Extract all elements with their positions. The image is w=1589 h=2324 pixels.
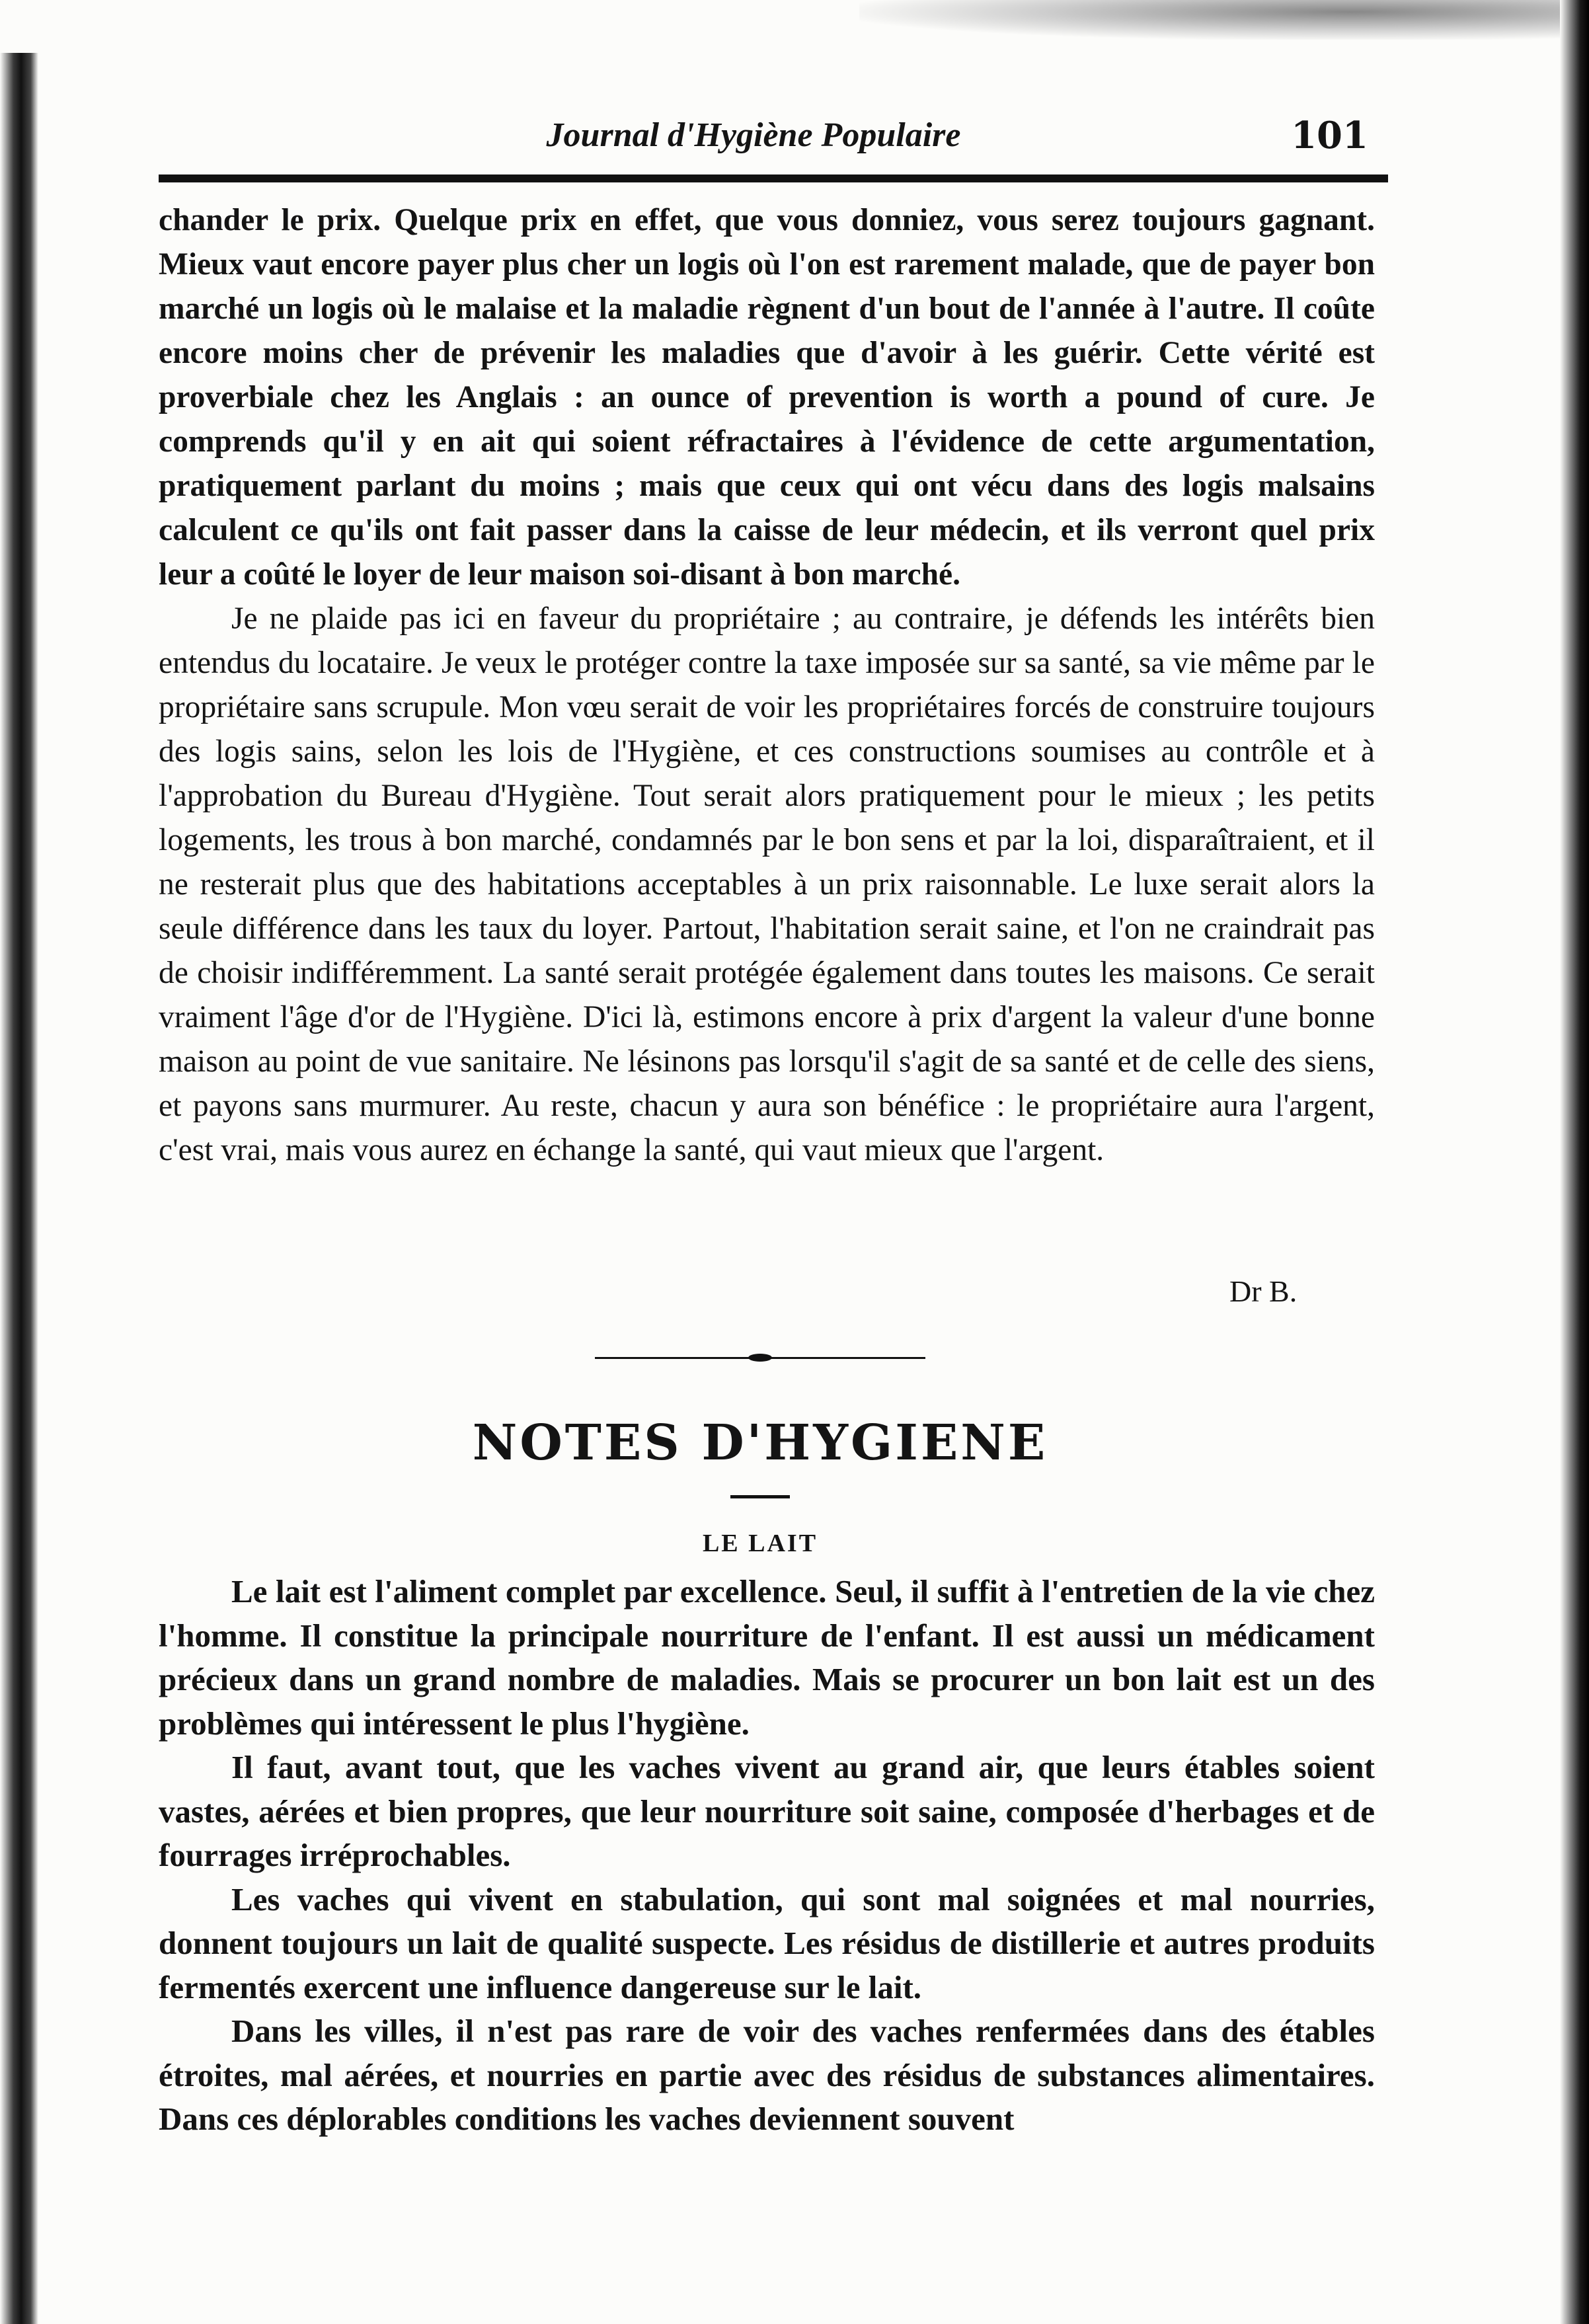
- scan-right-edge: [1560, 0, 1589, 2324]
- section-title: NOTES D'HYGIENE: [472, 1414, 1048, 1471]
- article-paragraph-2: Je ne plaide pas ici en faveur du propriétaire ; au contraire, je défends les intérêts bien entendus du locataire. Je veux le protéger contre la taxe imposée sur sa santé, sa vie même par le propriétaire sans scrupule. Mon vœu serait de voir les propriétaires forcés de construire toujours des logis sains, selon les lois de l'Hygiène, et ces constructions soumises au contrôle et à l'approbation du Bureau d'Hygiène. Tout serait alors pratiquement pour le mieux ; les petits logements, les trous à bon marché, condamnés par le bon sens et par la loi, disparaîtraient, et il ne resterait plus que des habitations acceptables à un prix raisonnable. Le luxe serait alors la seule différence dans les taux du loyer. Partout, l'habitation serait saine, et l'on ne craindrait pas de choisir indifféremment. La santé serait protégée également dans toutes les maisons. Ce serait vraiment l'âge d'or de l'Hygiène. D'ici là, estimons encore à prix d'argent la valeur d'une bonne maison au point de vue sanitaire. Ne lésinons pas lorsqu'il s'agit de sa santé et de celle des siens, et payons sans murmurer. Au reste, chacun y aura son bénéfice : le propriétaire aura l'argent, c'est vrai, mais vous aurez en échange la santé, qui vaut mieux que l'argent.: [159, 601, 1375, 1167]
- section-paragraph-3: Les vaches qui vivent en stabulation, qui sont mal soignées et mal nourries, donnent toujours un lait de qualité suspecte. Les résidus de distillerie et autres produits fermentés exercent une influence dangereuse sur le lait.: [159, 1880, 1375, 2005]
- page-number: 101: [1291, 114, 1368, 157]
- header-rule: [159, 174, 1388, 182]
- subsection-title: LE LAIT: [702, 1530, 818, 1557]
- running-header: [159, 99, 1388, 172]
- divider-dot: [748, 1354, 772, 1362]
- scan-left-edge: [0, 53, 38, 2324]
- journal-title: Journal d'Hygiène Populaire: [546, 116, 961, 154]
- scan-smudge: [859, 0, 1560, 40]
- section-paragraph-4: Dans les villes, il n'est pas rare de voir des vaches renfermées dans des étables étroites, mal aérées, et nourries en partie avec des résidus de substances alimentaires. Dans ces déplorables conditions les vaches deviennent souvent: [159, 2013, 1375, 2137]
- title-rule: [730, 1495, 790, 1498]
- section-paragraph-2: Il faut, avant tout, que les vaches vivent au grand air, que leurs étables soient vastes, aérées et bien propres, que leur nourriture soit saine, composée d'herbages et de fourrages irréprochables.: [159, 1749, 1375, 1873]
- section-paragraph-1: Le lait est l'aliment complet par excellence. Seul, il suffit à l'entretien de la vie chez l'homme. Il constitue la principale nourriture de l'enfant. Il est aussi un médicament précieux dans un grand nombre de maladies. Mais se procurer un bon lait est un des problèmes qui intéressent le plus l'hygiène.: [159, 1573, 1375, 1742]
- article-signature: Dr B.: [1229, 1274, 1298, 1308]
- article-body: [159, 198, 1375, 1173]
- section-body: [159, 1570, 1375, 2142]
- section-divider-ornament: [595, 1354, 925, 1362]
- article-paragraph-1: chander le prix. Quelque prix en effet, que vous donniez, vous serez toujours gagnant. Mieux vaut encore payer plus cher un logis où l'on est rarement malade, que de payer bon marché un logis où le malaise et la maladie règnent d'un bout de l'année à l'autre. Il coûte encore moins cher de prévenir les maladies que d'avoir à les guérir. Cette vérité est proverbiale chez les Anglais : an ounce of prevention is worth a pound of cure. Je comprends qu'il y en ait qui soient réfractaires à l'évidence de cette argumentation, pratiquement parlant du moins ; mais que ceux qui ont vécu dans des logis malsains calculent ce qu'ils ont fait passer dans la caisse de leur médecin, et ils verront quel prix leur a coûté le loyer de leur maison soi-disant à bon marché.: [159, 203, 1375, 592]
